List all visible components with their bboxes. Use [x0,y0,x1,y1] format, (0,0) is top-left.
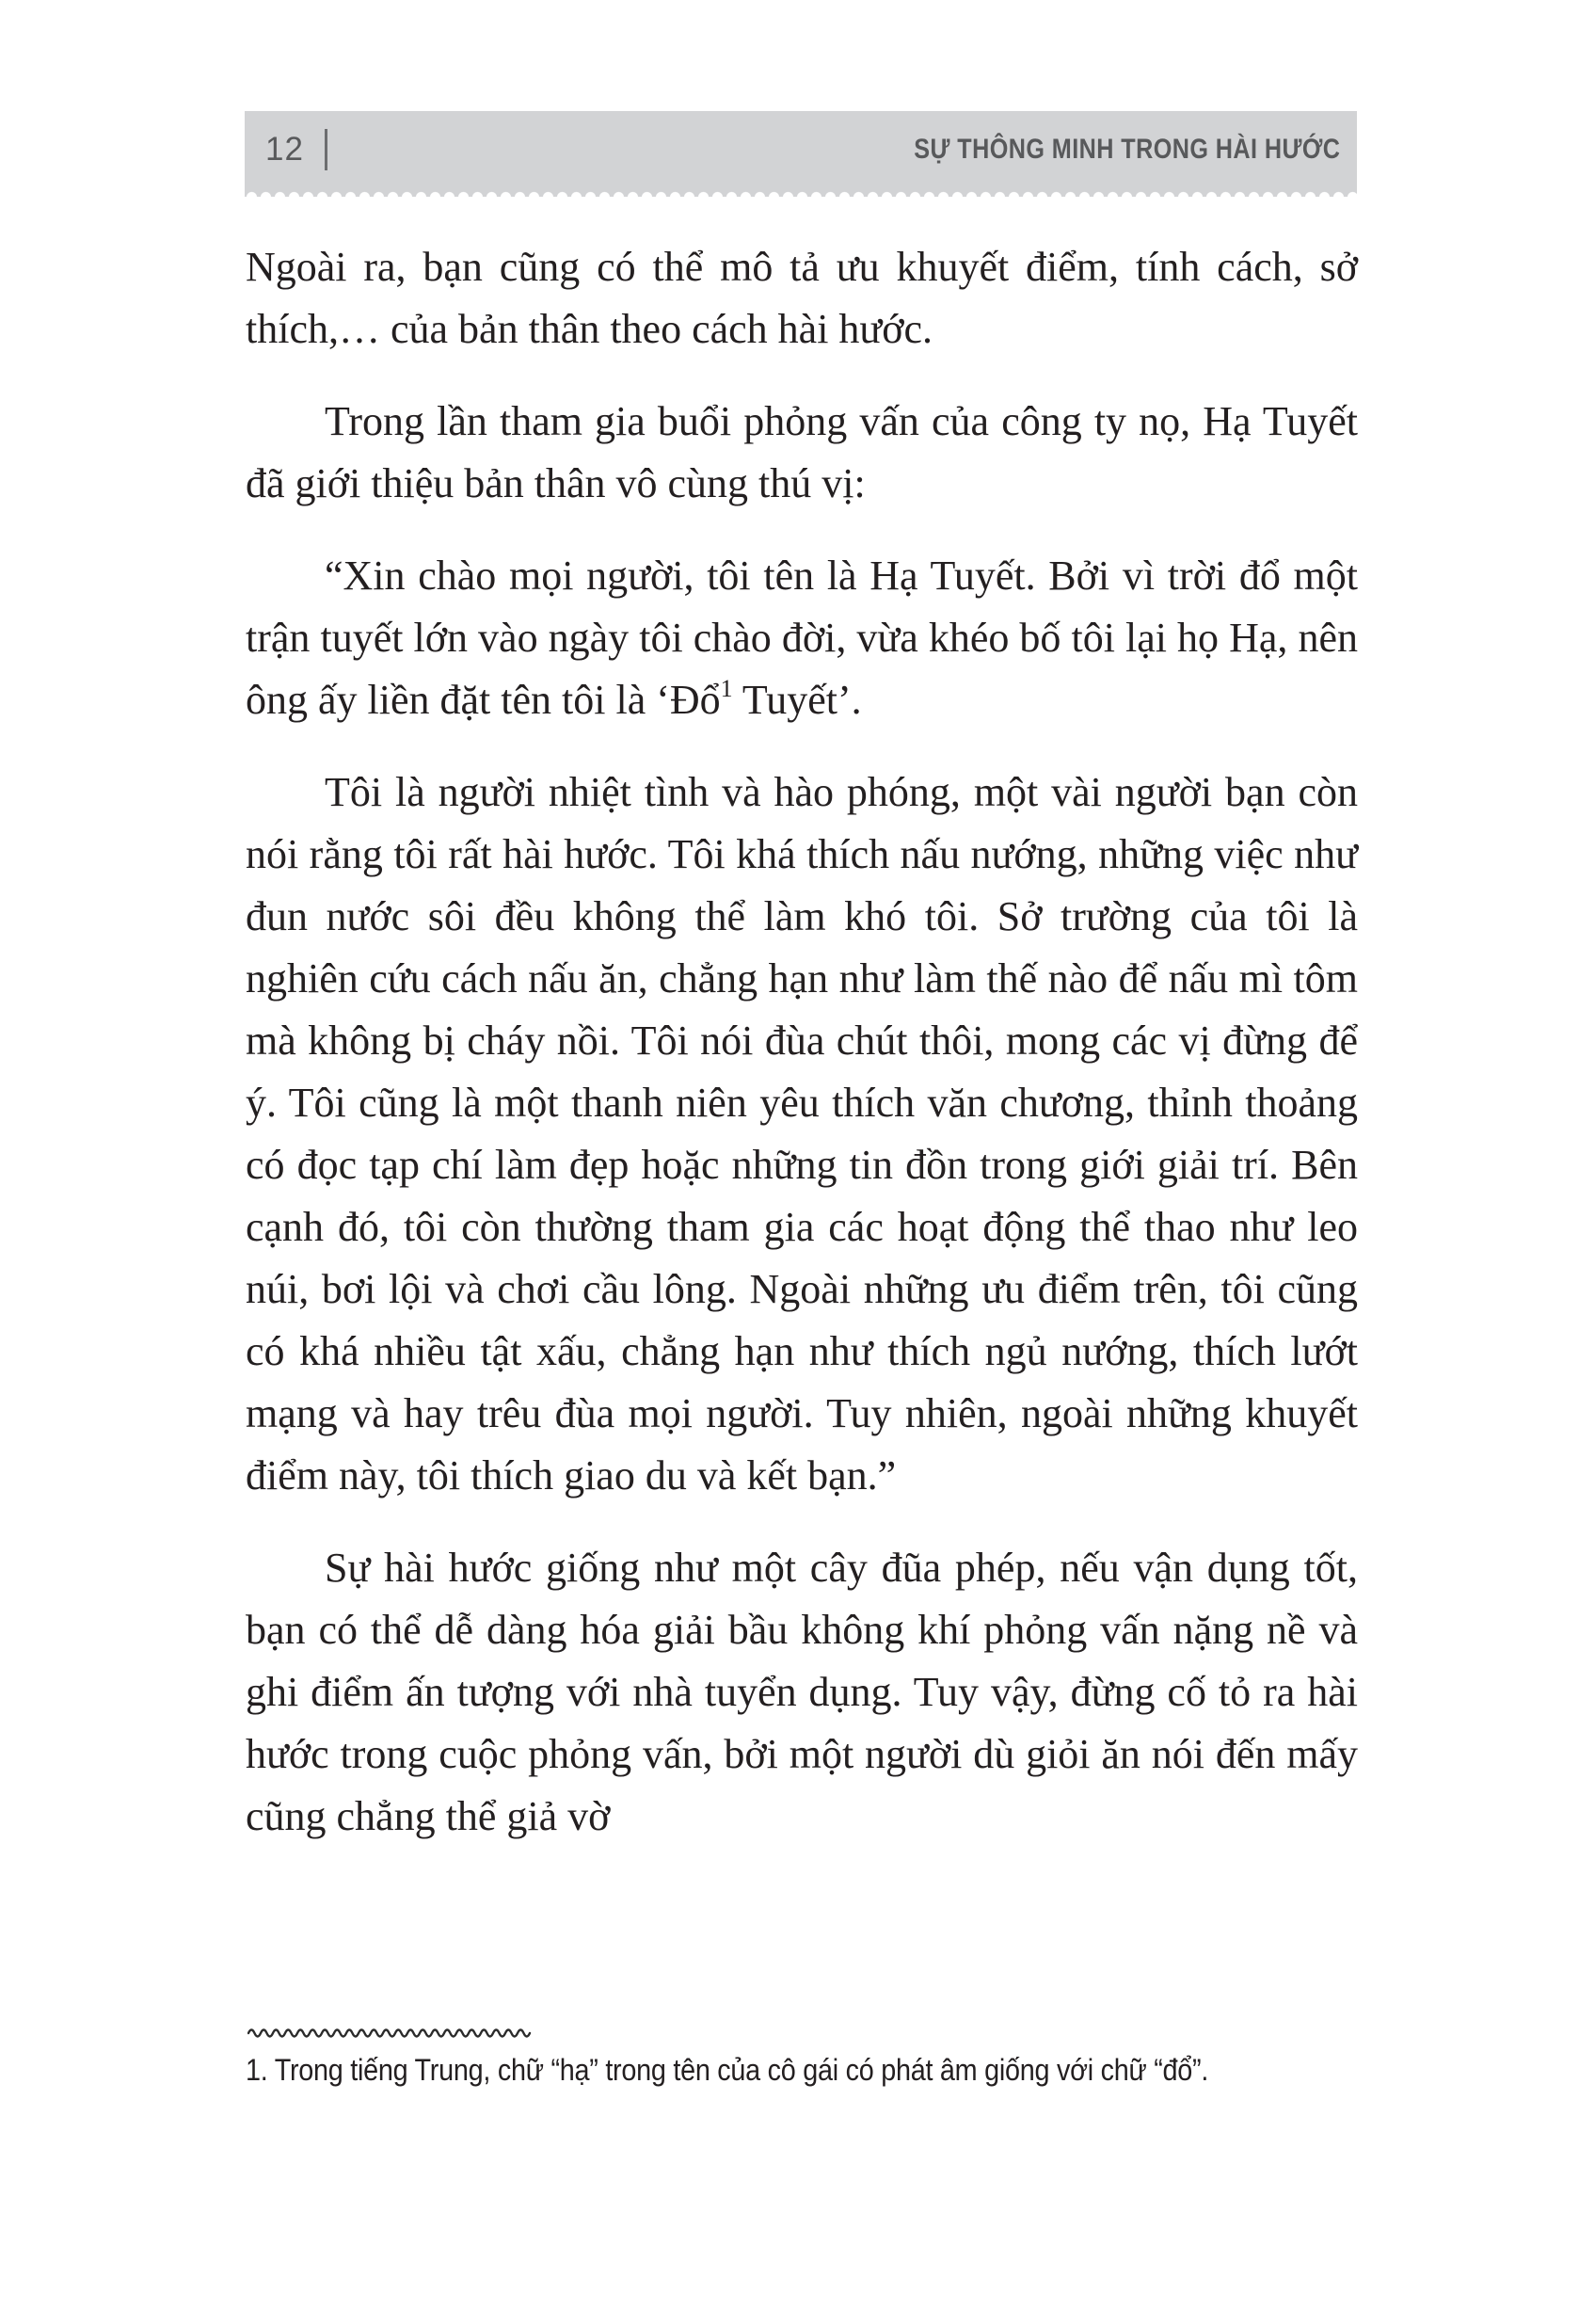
footnote-separator-wave [247,2026,539,2039]
paragraph-text: Tuyết’. [732,677,862,723]
body-paragraph: Sự hài hước giống như một cây đũa phép, nếu vận dụng tốt, bạn có thể dễ dàng hóa giải bầu không khí phỏng vấn nặng nề và ghi điểm ấn tượng với nhà tuyển dụng. Tuy vậy, đừng cố tỏ ra hài hước trong cuộc phỏng vấn, bởi một người dù giỏi ăn nói đến mấy cũng chẳng thể giả vờ [246,1545,1358,1839]
running-title: SỰ THÔNG MINH TRONG HÀI HƯỚC [913,134,1340,165]
footnote-marker: 1 [720,675,733,702]
header-scalloped-edge [245,188,1357,197]
page-header [245,111,1357,188]
paragraph-text: “Xin chào mọi người, tôi tên là Hạ Tuyết. Bởi vì trời đổ một trận tuyết lớn vào ngày tôi chào đời, vừa khéo bố tôi lại họ Hạ, nên ông ấy liền đặt tên tôi là ‘Đổ [246,553,1358,723]
body-paragraph: Ngoài ra, bạn cũng có thể mô tả ưu khuyết điểm, tính cách, sở thích,… của bản thân theo cách hài hước. [246,244,1358,352]
page-number: 12 [265,131,304,168]
footnote: 1. Trong tiếng Trung, chữ “hạ” trong tên của cô gái có phát âm giống với chữ “đổ”. [246,2053,1209,2087]
body-paragraph: Tôi là người nhiệt tình và hào phóng, một vài người bạn còn nói rằng tôi rất hài hước. Tôi khá thích nấu nướng, những việc như đun nước sôi đều không thể làm khó tôi. Sở trường của tôi là nghiên cứu cách nấu ăn, chẳng hạn như làm thế nào để nấu mì tôm mà không bị cháy nồi. Tôi nói đùa chút thôi, mong các vị đừng để ý. Tôi cũng là một thanh niên yêu thích văn chương, thỉnh thoảng có đọc tạp chí làm đẹp hoặc những tin đồn trong giới giải trí. Bên cạnh đó, tôi còn thường tham gia các hoạt động thể thao như leo núi, bơi lội và chơi cầu lông. Ngoài những ưu điểm trên, tôi cũng có khá nhiều tật xấu, chẳng hạn như thích ngủ nướng, thích lướt mạng và hay trêu đùa mọi người. Tuy nhiên, ngoài những khuyết điểm này, tôi thích giao du và kết bạn.” [246,769,1358,1499]
body-paragraph [246,545,1358,731]
body-text [246,236,1358,1878]
body-paragraph: Trong lần tham gia buổi phỏng vấn của công ty nọ, Hạ Tuyết đã giới thiệu bản thân vô cùng thú vị: [246,398,1358,506]
running-title-wrap [327,134,1340,166]
